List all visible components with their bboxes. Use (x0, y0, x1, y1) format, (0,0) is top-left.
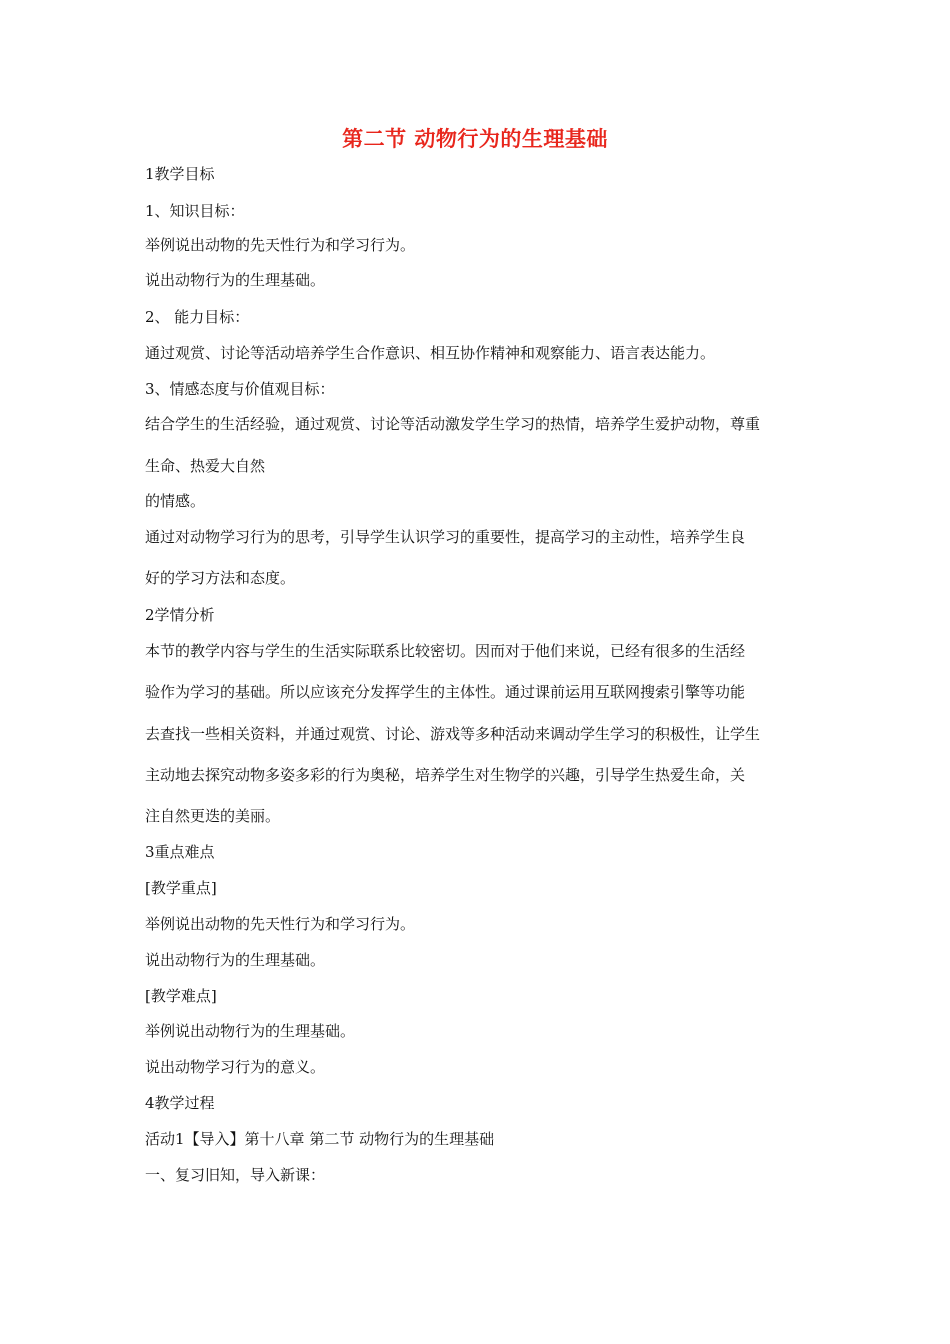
difficulties-label: [教学难点] (145, 987, 217, 1005)
document-title: 第二节 动物行为的生理基础 (342, 127, 608, 151)
ability-objective-heading: 2、 能力目标： (145, 308, 250, 326)
key-points-label: [教学重点] (145, 879, 217, 897)
paragraph-line: 举例说出动物的先天性行为和学习行为。 (145, 236, 416, 254)
paragraph-line: 注自然更迭的美丽。 (145, 807, 281, 825)
section-heading-objectives: 1教学目标 (145, 165, 215, 183)
paragraph-line: 好的学习方法和态度。 (145, 569, 296, 587)
paragraph-line: 结合学生的生活经验，通过观赏、讨论等活动激发学生学习的热情，培养学生爱护动物，尊重 (145, 415, 761, 433)
section-heading-key-points: 3重点难点 (145, 843, 215, 861)
paragraph-line: 主动地去探究动物多姿多彩的行为奥秘，培养学生对生物学的兴趣，引导学生热爱生命，关 (145, 766, 746, 784)
paragraph-line: 去查找一些相关资料，并通过观赏、讨论、游戏等多种活动来调动学生学习的积极性，让学生 (145, 725, 761, 743)
section-heading-analysis: 2学情分析 (145, 606, 215, 624)
paragraph-line: 通过观赏、讨论等活动培养学生合作意识、相互协作精神和观察能力、语言表达能力。 (145, 344, 716, 362)
activity-heading: 活动1【导入】第十八章 第二节 动物行为的生理基础 (145, 1130, 495, 1148)
section-heading-process: 4教学过程 (145, 1094, 215, 1112)
paragraph-line: 生命、热爱大自然 (145, 457, 266, 475)
attitude-objective-heading: 3、情感态度与价值观目标： (145, 380, 335, 398)
paragraph-line: 验作为学习的基础。所以应该充分发挥学生的主体性。通过课前运用互联网搜索引擎等功能 (145, 683, 746, 701)
paragraph-line: 本节的教学内容与学生的生活实际联系比较密切。因而对于他们来说，已经有很多的生活经 (145, 642, 746, 660)
paragraph-line: 说出动物学习行为的意义。 (145, 1058, 326, 1076)
knowledge-objective-heading: 1、知识目标： (145, 202, 245, 220)
paragraph-line: 举例说出动物行为的生理基础。 (145, 1022, 356, 1040)
paragraph-line: 一、复习旧知，导入新课： (145, 1166, 326, 1184)
paragraph-line: 通过对动物学习行为的思考，引导学生认识学习的重要性，提高学习的主动性，培养学生良 (145, 528, 746, 546)
paragraph-line: 的情感。 (145, 492, 206, 510)
paragraph-line: 说出动物行为的生理基础。 (145, 271, 326, 289)
paragraph-line: 举例说出动物的先天性行为和学习行为。 (145, 915, 416, 933)
paragraph-line: 说出动物行为的生理基础。 (145, 951, 326, 969)
